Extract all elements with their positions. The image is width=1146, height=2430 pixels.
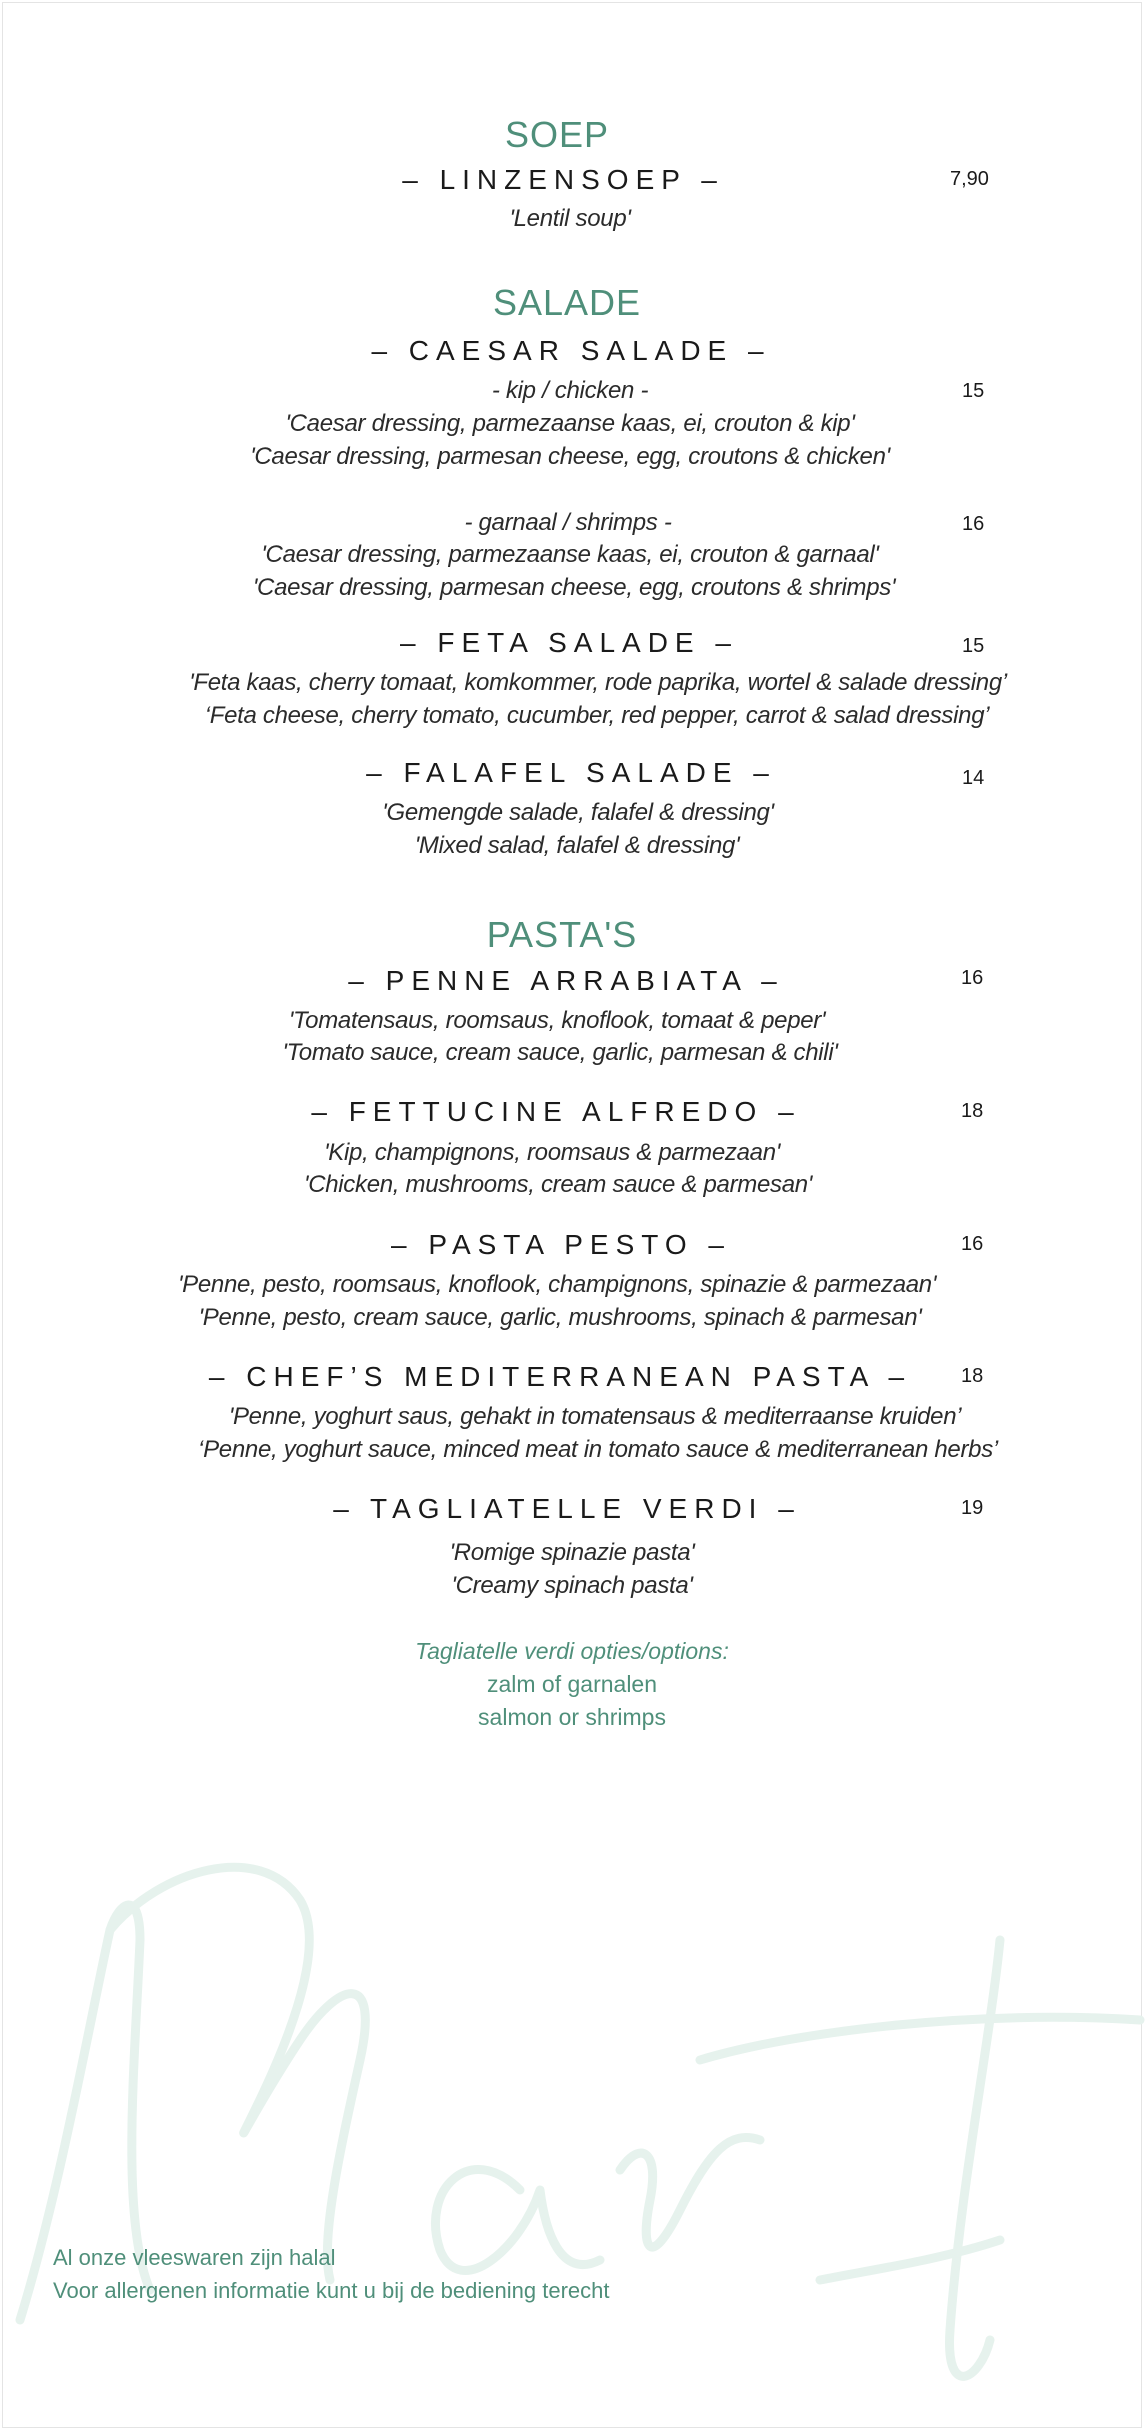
verdi-options-nl: zalm of garnalen	[486, 1671, 658, 1697]
marti-script-watermark	[0, 1860, 1146, 2430]
dish-name-arrabiata: – PENNE ARRABIATA –	[348, 965, 784, 996]
pesto-desc-nl: 'Penne, pesto, roomsaus, knoflook, champignons, spinazie & parmezaan'	[177, 1271, 937, 1298]
caesar-shrimps-desc-nl: 'Caesar dressing, parmezaanse kaas, ei, crouton & garnaal'	[261, 541, 879, 568]
price-falafel: 14	[962, 767, 985, 789]
chefs-desc-nl: 'Penne, yoghurt saus, gehakt in tomatensaus & mediterraanse kruiden’	[228, 1403, 962, 1430]
section-heading-soep: SOEP	[504, 114, 610, 155]
dish-name-alfredo: – FETTUCINE ALFREDO –	[311, 1096, 801, 1127]
price-caesar-chicken: 15	[962, 380, 985, 402]
section-heading-salade: SALADE	[492, 282, 642, 323]
feta-desc-nl: 'Feta kaas, cherry tomaat, komkommer, rode paprika, wortel & salade dressing’	[189, 669, 1007, 696]
arrabiata-desc-en: 'Tomato sauce, cream sauce, garlic, parmesan & chili'	[282, 1039, 838, 1066]
price-alfredo: 18	[961, 1100, 984, 1122]
price-arrabiata: 16	[961, 967, 984, 989]
dish-desc-linzensoep: 'Lentil soup'	[509, 205, 631, 232]
price-linzensoep: 7,90	[950, 168, 989, 190]
dish-name-feta: – FETA SALADE –	[400, 627, 738, 658]
caesar-shrimps-desc-en: 'Caesar dressing, parmesan cheese, egg, croutons & shrimps'	[252, 574, 896, 601]
verdi-desc-en: 'Creamy spinach pasta'	[451, 1572, 693, 1599]
verdi-options-en: salmon or shrimps	[478, 1704, 666, 1730]
feta-desc-en: ‘Feta cheese, cherry tomato, cucumber, red pepper, carrot & salad dressing’	[204, 702, 990, 729]
falafel-desc-nl: 'Gemengde salade, falafel & dressing'	[382, 799, 774, 826]
price-pesto: 16	[961, 1233, 984, 1255]
price-caesar-shrimps: 16	[962, 513, 985, 535]
chefs-desc-en: ‘Penne, yoghurt sauce, minced meat in tomato sauce & mediterranean herbs’	[198, 1436, 998, 1463]
alfredo-desc-en: 'Chicken, mushrooms, cream sauce & parmesan'	[303, 1171, 813, 1198]
dish-name-falafel: – FALAFEL SALADE –	[366, 757, 776, 788]
section-heading-pastas: PASTA'S	[486, 914, 638, 955]
pesto-desc-en: 'Penne, pesto, cream sauce, garlic, mushrooms, spinach & parmesan'	[198, 1304, 922, 1331]
price-chefs-mediterranean: 18	[961, 1365, 984, 1387]
dish-name-caesar: – CAESAR SALADE –	[371, 335, 771, 366]
price-tagliatelle-verdi: 19	[961, 1497, 984, 1519]
arrabiata-desc-nl: 'Tomatensaus, roomsaus, knoflook, tomaat & peper'	[288, 1007, 826, 1034]
alfredo-desc-nl: 'Kip, champignons, roomsaus & parmezaan'	[323, 1139, 781, 1166]
caesar-variant-chicken: - kip / chicken -	[491, 377, 649, 404]
falafel-desc-en: 'Mixed salad, falafel & dressing'	[414, 832, 740, 859]
verdi-desc-nl: 'Romige spinazie pasta'	[449, 1539, 695, 1566]
dish-name-chefs-mediterranean: – CHEF’S MEDITERRANEAN PASTA –	[208, 1361, 912, 1392]
verdi-options-title: Tagliatelle verdi opties/options:	[415, 1638, 729, 1664]
price-feta: 15	[962, 635, 985, 657]
dish-name-linzensoep: – LINZENSOEP –	[402, 164, 724, 195]
caesar-chicken-desc-en: 'Caesar dressing, parmesan cheese, egg, croutons & chicken'	[250, 443, 890, 470]
dish-name-tagliatelle-verdi: – TAGLIATELLE VERDI –	[333, 1493, 801, 1524]
caesar-chicken-desc-nl: 'Caesar dressing, parmezaanse kaas, ei, crouton & kip'	[285, 410, 855, 437]
dish-name-pesto: – PASTA PESTO –	[391, 1229, 731, 1260]
caesar-variant-shrimps: - garnaal / shrimps -	[464, 509, 672, 536]
footer-halal-note: Al onze vleeswaren zijn halal	[53, 2245, 336, 2270]
footer-allergen-note: Voor allergenen informatie kunt u bij de bediening terecht	[53, 2278, 610, 2303]
